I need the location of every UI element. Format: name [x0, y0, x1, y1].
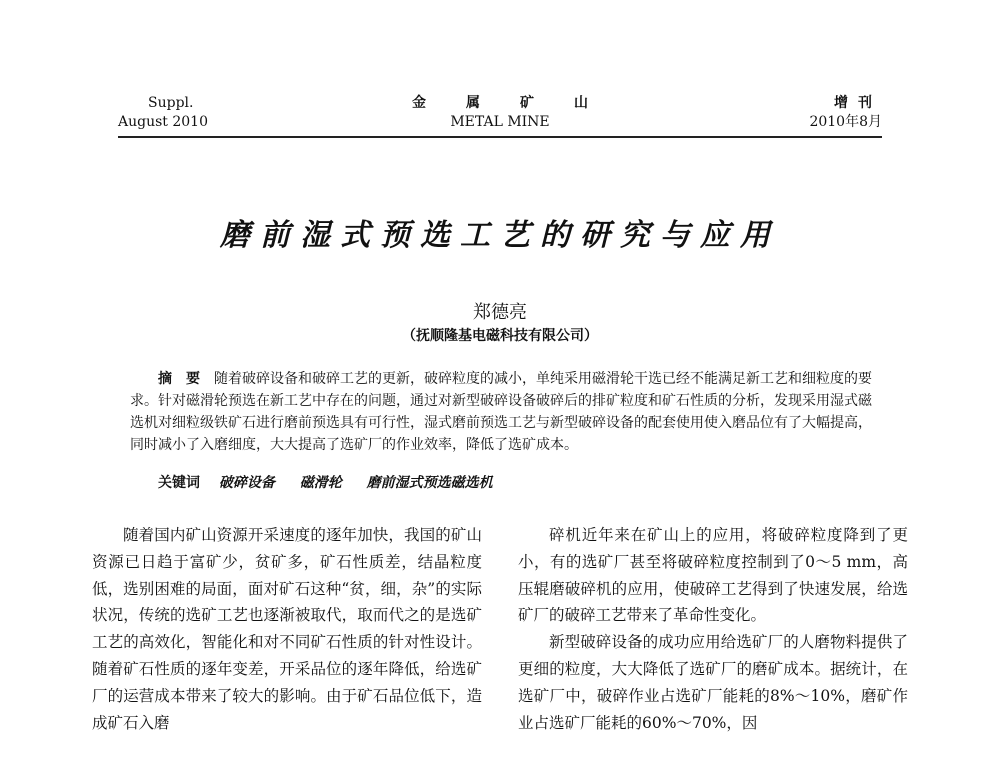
paper-title: 磨前湿式预选工艺的研究与应用 [220, 218, 780, 253]
body-paragraph: 随着国内矿山资源开采速度的逐年加快，我国的矿山资源已日趋于富矿少，贫矿多，矿石性质差，结晶粒度低，选别困难的局面，面对矿石这种“贫，细，杂”的实际状况，传统的选矿工艺也逐渐被取代，取而代之的是选矿工艺的高效化，智能化和对不同矿石性质的针对性设计。随着矿石性质的逐年变差，开采品位的逐年降低，给选矿厂的运营成本带来了较大的影响。由于矿石品位低下，造成矿石入磨 [92, 526, 482, 732]
header-journal-en: METAL MINE [450, 114, 550, 130]
abstract-text: 随着破碎设备和破碎工艺的更新，破碎粒度的减小，单纯采用磁滑轮干选已经不能满足新工艺和细粒度的要求。针对磁滑轮预选在新工艺中存在的问题，通过对新型破碎设备破碎后的排矿粒度和矿石性质的分析，发现采用湿式磁选机对细粒级铁矿石进行磨前预选具有可行性，湿式磨前预选工艺与新型破碎设备的配套使用使入磨品位有了大幅提高，同时减小了入磨细度，大大提高了选矿厂的作业效率，降低了选矿成本。 [130, 371, 872, 453]
header-date-cn: 2010年8月 [809, 114, 882, 130]
header-journal-name [350, 94, 650, 132]
header-journal-issue [118, 94, 208, 132]
keywords-label: 关键词 [158, 475, 200, 491]
header-date-en: August 2010 [118, 114, 208, 130]
header-journal-cn: 金属矿山 [412, 95, 628, 111]
abstract [130, 368, 872, 456]
keyword-item: 破碎设备 [218, 475, 275, 491]
author-name: 郑德亮 [473, 302, 527, 323]
body-paragraph: 新型破碎设备的成功应用给选矿厂的人磨物料提供了更细的粒度，大大降低了选矿厂的磨矿成本。据统计，在选矿厂中，破碎作业占选矿厂能耗的8%～10%，磨矿作业占选矿厂能耗的60%～70%，因 [518, 633, 908, 732]
author-affiliation: （抚顺隆基电磁科技有限公司） [402, 328, 598, 344]
header-supplement-cn: 增刊 [834, 95, 882, 111]
header-rule [118, 136, 882, 138]
header-issue-cn [809, 94, 882, 132]
keyword-item: 磨前湿式预选磁选机 [366, 475, 493, 491]
abstract-label: 摘要 [158, 371, 214, 387]
header-suppl: Suppl. [148, 95, 194, 111]
keywords [158, 472, 513, 492]
body-paragraph: 碎机近年来在矿山上的应用，将破碎粒度降到了更小，有的选矿厂甚至将破碎粒度控制到了0～5 mm，高压辊磨破碎机的应用，使破碎工艺得到了快速发展，给选矿厂的破碎工艺带来了革命性变化。 [518, 526, 908, 625]
keyword-item: 磁滑轮 [299, 475, 342, 491]
body-column-left [92, 522, 482, 736]
body-column-right [518, 522, 908, 736]
